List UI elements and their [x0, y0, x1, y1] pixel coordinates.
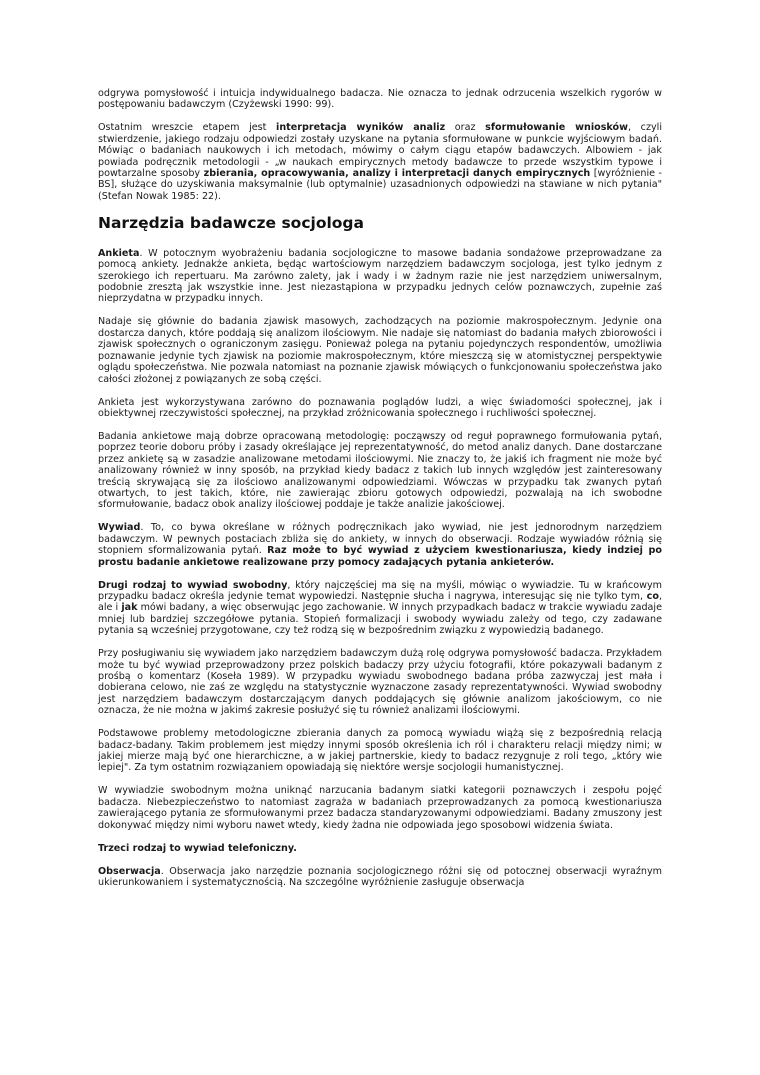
text-run: , ale i — [98, 590, 662, 614]
intro-section — [98, 88, 662, 202]
bold-term: Drugi rodzaj to wywiad swobodny — [98, 579, 288, 591]
bold-term: Raz może to być wywiad z użyciem kwestionariusza, kiedy indziej po prostu badanie ankietowe realizowane przy pomocy zadających pytania ankieterów. — [98, 545, 663, 568]
paragraph-ankieta — [98, 248, 662, 305]
text-run: [wyróżnienie - BS], służące do uzyskiwania maksymalnie (lub optymalnie) uzasadnionych odpowiedzi na stawiane w nich pytania" (Stefan Nowak 1985: 22). — [98, 168, 663, 202]
paragraph — [98, 122, 662, 202]
bold-term: zbierania, opracowywania, analizy i interpretacji danych empirycznych — [203, 168, 591, 180]
text-run: Ostatnim wreszcie etapem jest — [98, 122, 277, 134]
paragraph — [98, 397, 662, 420]
text-run: . W potocznym wyobrażeniu badania socjologiczne to masowe badania sondażowe przeprowadzane za pomocą ankiety. Jednakże ankieta, będąc wartościowym narzędziem badawczym socjologa, jest tylko jednym z szerokiego ich repertuaru. Ma zarówno zalety, jak i wady i w żadnym razie nie jest narzędziem uniwersalnym, podobnie zresztą jak wszystkie inne. Jest niezastąpiona w przypadku jednych celów poznawczych, zupełnie zaś nieprzydatna w przypadku innych. — [98, 247, 662, 305]
paragraph — [98, 316, 662, 384]
bold-term: Obserwacja — [98, 865, 161, 877]
paragraph — [98, 88, 662, 111]
text-run: , który najczęściej ma się na myśli, mówiąc o wywiadzie. Tu w krańcowym przypadku badacz określa jedynie temat wypowiedzi. Następnie słucha i nagrywa, interesując się nie tylko tym, — [98, 579, 662, 602]
paragraph — [98, 580, 662, 637]
paragraph — [98, 785, 662, 831]
text-run: odgrywa pomysłowość i intuicja indywidualnego badacza. Nie oznacza to jednak odrzucenia wszelkich rygorów w postępowaniu badawczym (Czyżewski 1990: 99). — [98, 88, 662, 111]
section-heading: Narzędzia badawcze socjologa — [98, 213, 364, 232]
bold-term: jak — [121, 602, 138, 614]
bold-term: Trzeci rodzaj to wywiad telefoniczny. — [98, 842, 297, 854]
paragraph-obserwacja — [98, 866, 662, 889]
text-run: . Obserwacja jako narzędzie poznania socjologicznego różni się od potocznej obserwacji wyraźnym ukierunkowaniem i systematycznością. Na szczególne wyróżnienie zasługuje obserwacja — [98, 865, 662, 889]
text-run: Przy posługiwaniu się wywiadem jako narzędziem badawczym dużą rolę odgrywa pomysłowość badacza. Przykładem może tu być wywiad przeprowadzony przez polskich badaczy przy użyciu fotografii, które pokazywali badanym z prośbą o komentarz (Koseła 1989). W przypadku wywiadu swobodnego badana próba zazwyczaj jest mała i dobierana celowo, nie zaś ze względu na statystycznie wyznaczone zasady reprezentatywności. Wywiad swobodny jest narzędziem badawczym dostarczającym danych poddających się głównie analizom jakościowym, co nie oznacza, że nie można w jakimś zakresie posłużyć się tu również analizami ilościowymi. — [98, 648, 662, 717]
bold-term: co — [646, 590, 659, 602]
text-run: mówi badany, a więc obserwując jego zachowanie. W innych przypadkach badacz w trakcie wywiadu zadaje mniej lub bardziej szczegółowe pytania. Stopień formalizacji i swobody wywiadu zależy od tego, czy zadawane pytania są wcześniej przygotowane, czy też rodzą się w bezpośrednim związku z wypowiedzią badanego. — [98, 602, 662, 637]
bold-term: interpretacja wyników analiz — [276, 122, 446, 134]
text-run: . To, co bywa określane w różnych podręcznikach jako wywiad, nie jest jednorodnym narzędziem badawczym. W pewnych postaciach zbliża się do ankiety, w innych do obserwacji. Rodzaje wywiadów różnią się stopniem sformalizowania pytań. — [98, 522, 662, 557]
text-run: oraz — [445, 122, 486, 134]
text-run: Podstawowe problemy metodologiczne zbierania danych za pomocą wywiadu wiążą się z bezpośrednią relacją badacz-badany. Takim problemem jest między innymi sposób określenia ich ról i charakteru relacji między nimi; w jakiej mierze mają być one hierarchiczne, a w jakiej partnerskie, kiedy to badacz rezygnuje z roli tego, „który wie lepiej". Za tym ostatnim rozwiązaniem opowiadają się niektóre wersje socjologii humanistycznej. — [98, 728, 662, 774]
bold-term: sformułowanie wniosków — [485, 122, 629, 134]
paragraph — [98, 431, 662, 511]
tools-section — [98, 248, 662, 889]
paragraph-wywiad — [98, 522, 662, 568]
bold-term: Ankieta — [98, 247, 140, 259]
paragraph — [98, 728, 662, 774]
text-run: W wywiadzie swobodnym można uniknąć narzucania badanym siatki kategorii poznawczych i zespołu pojęć badacza. Niebezpieczeństwo to natomiast zagraża w badaniach przeprowadzanych za pomocą kwestionariusza zawierającego pytania ze sformułowanymi przez badacza standaryzowanymi odpowiedziami. Badany zmuszony jest dokonywać między nimi wyboru nawet wtedy, kiedy żadna nie odpowiada jego sposobowi widzenia świata. — [98, 785, 662, 831]
text-run: Ankieta jest wykorzystywana zarówno do poznawania poglądów ludzi, a więc świadomości społecznej, jak i obiektywnej rzeczywistości społecznej, na przykład zróżnicowania społecznego i ruchliwości społecznej. — [98, 396, 662, 419]
text-run: Nadaje się głównie do badania zjawisk masowych, zachodzących na poziomie makrospołecznym. Jedynie ona dostarcza danych, które poddają się analizom ilościowym. Nie nadaje się natomiast do badania małych zbiorowości i zjawisk społecznych o ograniczonym zasięgu. Ponieważ polega na pytaniu pojedynczych respondentów, umożliwia poznawanie jedynie tych zjawisk na poziomie makrospołecznym, które mieszczą się w atomistycznej perspektywie oglądu społeczeństwa. Nie pozwala natomiast na poznanie zjawisk mówiących o funkcjonowaniu społeczeństwa jako całości złożonej z powiązanych ze sobą części. — [98, 316, 662, 385]
paragraph — [98, 648, 662, 716]
paragraph-telephone-interview — [98, 843, 662, 854]
bold-term: Wywiad — [98, 522, 141, 534]
document-page — [98, 88, 662, 888]
text-run: Badania ankietowe mają dobrze opracowaną metodologię: począwszy od reguł poprawnego formułowania pytań, poprzez teorie doboru próby i zasady określające jej reprezentatywność, do metod analiz danych. Dane dostarczane przez ankietę są w zasadzie analizowane metodami ilościowymi. Nie znaczy to, że jakiś ich fragment nie może być analizowany również w inny sposób, na przykład kiedy badacz z takich lub innych względów jest zainteresowany treścią skrywającą się za ilościowo analizowanymi odpowiedziami. Wówczas w przypadku tak zwanych pytań otwartych, to jest takich, które, nie zawierając zbioru gotowych odpowiedzi, pozwalają na ich swobodne sformułowanie, badacz obok analizy ilościowej poddaje je także analizie jakościowej. — [98, 430, 662, 511]
text-run: , czyli stwierdzenie, jakiego rodzaju odpowiedzi zostały uzyskane na pytania sformułowane w punkcie wyjściowym badań. Mówiąc o badaniach naukowych i ich metodach, mówimy o całym ciągu etapów badawczych. Albowiem - jak powiada podręcznik metodologii - „w naukach empirycznych metody badawcze to przede wszystkim typowe i powtarzalne sposoby — [98, 122, 662, 180]
